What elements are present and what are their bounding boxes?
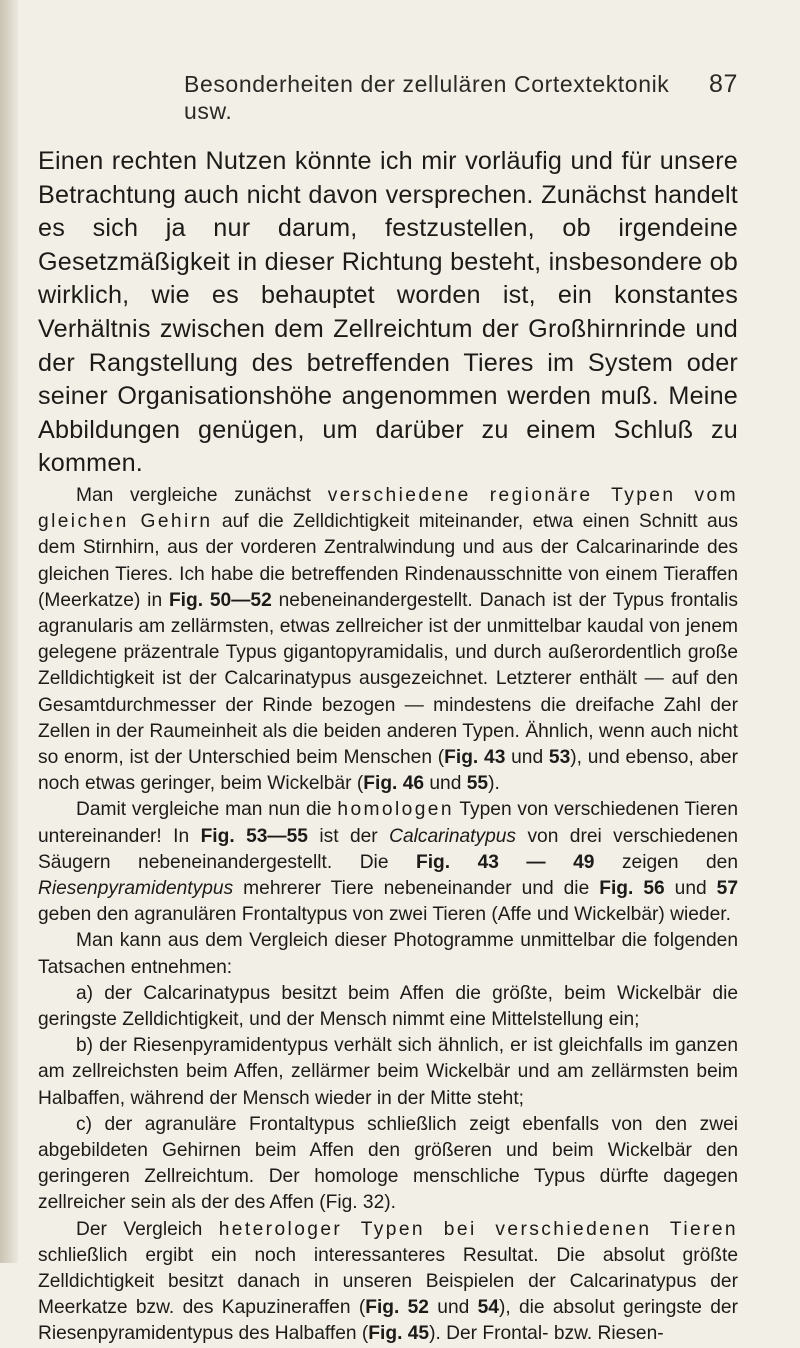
figure-reference: Fig. 52	[365, 1297, 429, 1319]
figure-reference: Fig. 43	[444, 746, 506, 768]
book-page	[38, 70, 738, 1348]
figure-reference: 55	[466, 773, 489, 795]
figure-reference: Fig. 50—52	[168, 589, 272, 611]
paragraph-heterologous-types: Der Vergleich heterologer Typen bei verschiedenen Tieren schließlich ergibt ein noch interessanteres Resultat. Die absolut größte Zelldichtigkeit besitzt danach in unseren Beispielen der Calcarinatypus der Meerkatze bzw. des Kapuzineraffen (Fig. 52 und 54), die absolut geringste der Riesenpyramidentypus des Halbaffen (Fig. 45). Der Frontal- bzw. Riesen-	[38, 1218, 739, 1345]
list-item-c: c) der agranuläre Frontaltypus schließlich zeigt ebenfalls von den zwei abgebildeten Gehirnen beim Affen den größeren und beim Wickelbär den geringeren Zellreichtum. Der homologe menschliche Typus dürfte dagegen zellreicher sein als der des Affen (Fig. 32).	[38, 1113, 738, 1214]
spaced-emphasis: homologen	[337, 799, 454, 821]
paragraph-regional-types: Man vergleiche zunächst verschiedene regionäre Typen vom gleichen Gehirn auf die Zelldichtigkeit miteinander, etwa einen Schnitt aus dem Stirnhirn, aus der vorderen Zentralwindung und aus der Calcarinarinde des gleichen Tieres. Ich habe die betreffenden Rindenausschnitte von einem Tieraffen (Meerkatze) in Fig. 50—52 nebeneinandergestellt. Danach ist der Typus frontalis agranularis am zellärmsten, etwas zellreicher ist der unmittelbar kaudal von jenem gelegene präzentrale Typus gigantopyramidalis, und durch außerordentlich große Zelldichtigkeit ist der Calcarinatypus ausgezeichnet. Letzterer enthält — auf den Gesamtdurchmesser der Rinde bezogen — mindestens die dreifache Zahl der Zellen in der Raumeinheit als die beiden anderen Typen. Ähnlich, wenn auch nicht so enorm, ist der Unterschied beim Menschen (Fig. 43 und 53), und ebenso, aber noch etwas geringer, beim Wickelbär (Fig. 46 und 55).	[38, 484, 738, 795]
small-type-section	[38, 483, 738, 1348]
page-header	[38, 70, 738, 125]
spaced-emphasis: verschiedene regionäre Typen vom gleichen Gehirn	[38, 484, 738, 533]
figure-reference: Fig. 45	[368, 1323, 430, 1345]
figure-reference: 53	[548, 746, 571, 768]
book-binding-edge	[0, 0, 18, 1263]
italic-term: Calcarinatypus	[389, 825, 517, 847]
figure-reference: Fig. 56	[599, 877, 665, 899]
spaced-emphasis: heterologer Typen bei verschiedenen Tieren	[218, 1218, 739, 1240]
figure-reference: Fig. 53—55	[200, 825, 308, 847]
figure-reference: Fig. 43 — 49	[415, 851, 595, 873]
running-title: Besonderheiten der zellulären Cortextektonik usw.	[184, 71, 670, 124]
figure-reference: 57	[716, 877, 738, 899]
list-item-a: a) der Calcarinatypus besitzt beim Affen die größte, beim Wickelbär die geringste Zelldichtigkeit, und der Mensch nimmt eine Mittelstellung ein;	[38, 982, 738, 1030]
figure-reference: 54	[477, 1297, 499, 1319]
paragraph-homologous-types: Damit vergleiche man nun die homologen Typen von verschiedenen Tieren untereinander! In Fig. 53—55 ist der Calcarinatypus von drei verschiedenen Säugern nebeneinandergestellt. Die Fig. 43 — 49 zeigen den Riesenpyramidentypus mehrerer Tiere nebeneinander und die Fig. 56 und 57 geben den agranulären Frontaltypus von zwei Tieren (Affe und Wickelbär) wieder.	[38, 799, 738, 926]
paragraph-intro: Einen rechten Nutzen könnte ich mir vorläufig und für unsere Betrachtung auch nicht davon versprechen. Zunächst handelt es sich ja nur darum, festzustellen, ob irgendeine Gesetzmäßigkeit in dieser Richtung besteht, insbesondere ob wirklich, wie es behauptet worden ist, ein konstantes Verhältnis zwischen dem Zellreichtum der Großhirnrinde und der Rangstellung des betreffenden Tieres im System oder seiner Organisationshöhe angenommen werden muß. Meine Abbildungen genügen, um darüber zu einem Schluß zu kommen.	[38, 147, 738, 478]
italic-term: Riesenpyramidentypus	[38, 877, 234, 899]
figure-reference: Fig. 46	[363, 773, 425, 795]
page-number: 87	[708, 70, 738, 98]
list-item-b: b) der Riesenpyramidentypus verhält sich ähnlich, er ist gleichfalls im ganzen am zellreichsten beim Affen, zellärmer beim Wickelbär und am zellärmsten beim Halbaffen, während der Mensch wieder in der Mitte steht;	[38, 1035, 738, 1109]
large-type-section	[38, 145, 738, 481]
paragraph-comparison: Man kann aus dem Vergleich dieser Photogramme unmittelbar die folgenden Tatsachen entnehmen:	[38, 930, 738, 978]
